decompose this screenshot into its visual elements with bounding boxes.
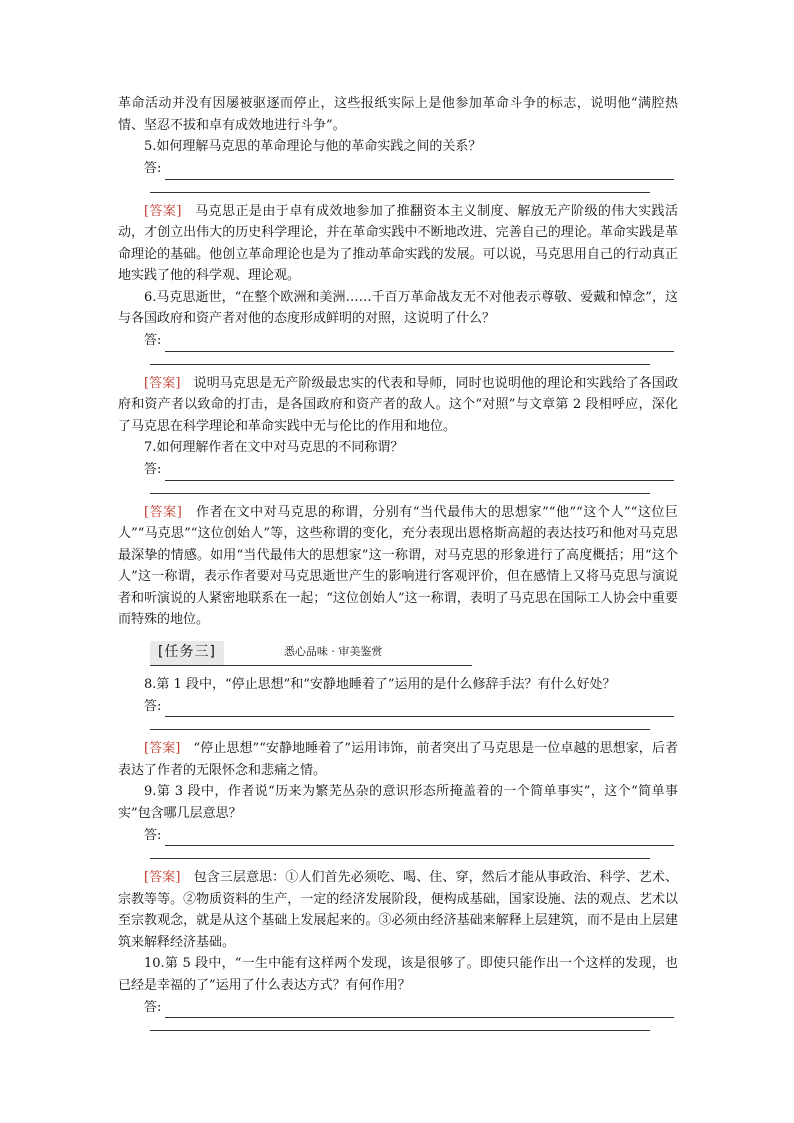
- answer-label: 答:: [144, 462, 162, 477]
- answer-blank-line[interactable]: [150, 1030, 650, 1031]
- answer-line-10[interactable]: [118, 996, 678, 1018]
- question-5: 5.如何理解马克思的革命理论与他的革命实践之间的关系？: [144, 139, 482, 154]
- answer-label: 答:: [144, 999, 162, 1015]
- answer-7: [118, 502, 678, 631]
- question-10: 10.第 5 段中，“一生中能有这样两个发现，该是很够了。即使只能作出一个这样的发现，也已经是幸福的了”运用了什么表达方式？有何作用？: [118, 956, 678, 993]
- answer-tag: [答案]: [144, 504, 182, 520]
- answer-8-text: “停止思想”“安静地睡着了”运用讳饰，前者突出了马克思是一位卓越的思想家，后者表达了作者的无限怀念和悲痛之情。: [118, 741, 678, 778]
- task-3-subtitle: 悉心品味 · 审美鉴赏: [283, 645, 383, 658]
- answer-8: [118, 738, 678, 781]
- task-3-label: [任务三]: [150, 641, 224, 665]
- answer-9: [118, 867, 678, 953]
- answer-blank-line[interactable]: [150, 364, 650, 365]
- answer-blank-line[interactable]: [150, 729, 650, 730]
- answer-blank-line[interactable]: [150, 858, 650, 859]
- answer-label: 答:: [144, 827, 162, 843]
- answer-blank[interactable]: [165, 1003, 674, 1018]
- question-8: 8.第 1 段中，“停止思想”和“安静地睡着了”运用的是什么修辞手法？有什么好处？: [144, 676, 616, 692]
- answer-blank[interactable]: [165, 337, 674, 352]
- answer-tag: [答案]: [144, 375, 181, 391]
- answer-line-8[interactable]: [118, 695, 678, 717]
- answer-tag: [答案]: [144, 203, 182, 219]
- answer-6: [118, 373, 678, 438]
- answer-blank[interactable]: [165, 702, 674, 717]
- answer-line-7[interactable]: [118, 459, 678, 481]
- answer-blank[interactable]: [165, 466, 674, 481]
- answer-9-text: 包含三层意思：①人们首先必须吃、喝、住、穿，然后才能从事政治、科学、艺术、宗教等等。②物质资料的生产，一定的经济发展阶段，便构成基础，国家设施、法的观点、艺术以至宗教观念，就是从这个基础上发展起来的。③必须由经济基础来解释上层建筑，而不是由上层建筑来解释经济基础。: [118, 870, 678, 950]
- answer-blank-line[interactable]: [150, 192, 650, 193]
- answer-tag: [答案]: [144, 741, 181, 756]
- answer-7-text: 作者在文中对马克思的称谓，分别有“当代最伟大的思想家”“他”“这个人”“这位巨人”“马克思”“这位创始人”等，这些称谓的变化，充分表现出恩格斯高超的表达技巧和他对马克思最深挚的情感。如用“当代最伟大的思想家”这一称谓，对马克思的形象进行了高度概括；用“这个人”这一称谓，表示作者要对马克思逝世产生的影响进行客观评价，但在感情上又将马克思与演说者和听演说的人紧密地联系在一起；“这位创始人”这一称谓，表明了马克思在国际工人协会中重要而特殊的地位。: [118, 504, 678, 627]
- answer-label: 答:: [144, 333, 162, 348]
- answer-line-9[interactable]: [118, 824, 678, 846]
- answer-line-6[interactable]: [118, 330, 678, 352]
- intro-paragraph: 革命活动并没有因屡被驱逐而停止，这些报纸实际上是他参加革命斗争的标志，说明他“满腔热情、坚忍不拔和卓有成效地进行斗争”。: [118, 96, 678, 133]
- answer-label: 答:: [144, 161, 162, 176]
- answer-6-text: 说明马克思是无产阶级最忠实的代表和导师，同时也说明他的理论和实践给了各国政府和资产者以致命的打击，是各国政府和资产者的敌人。这个“对照”与文章第 2 段相呼应，深化了马克思在科学理论和革命实践中无与伦比的作用和地位。: [118, 375, 678, 434]
- answer-blank[interactable]: [165, 831, 674, 846]
- question-7: 7.如何理解作者在文中对马克思的不同称谓？: [144, 440, 404, 455]
- answer-blank[interactable]: [165, 165, 674, 180]
- answer-tag: [答案]: [144, 870, 181, 885]
- worksheet-page: [118, 93, 678, 1039]
- answer-5: [118, 201, 678, 287]
- question-6: 6.马克思逝世，“在整个欧洲和美洲……千百万革命战友无不对他表示尊敬、爱戴和悼念”，这与各国政府和资产者对他的态度形成鲜明的对照，这说明了什么？: [118, 289, 678, 326]
- task-3-header: [150, 641, 472, 666]
- answer-label: 答:: [144, 698, 162, 714]
- answer-line-5[interactable]: [118, 158, 678, 180]
- answer-5-text: 马克思正是由于卓有成效地参加了推翻资本主义制度、解放无产阶级的伟大实践活动，才创立出伟大的历史科学理论，并在革命实践中不断地改进、完善自己的理论。革命实践是革命理论的基础。他创立革命理论也是为了推动革命实践的发展。可以说，马克思用自己的行动真正地实践了他的科学观、理论观。: [118, 203, 678, 283]
- question-9: 9.第 3 段中，作者说“历来为繁芜丛杂的意识形态所掩盖着的一个简单事实”，这个“简单事实”包含哪几层意思？: [118, 784, 678, 821]
- answer-blank-line[interactable]: [150, 493, 650, 494]
